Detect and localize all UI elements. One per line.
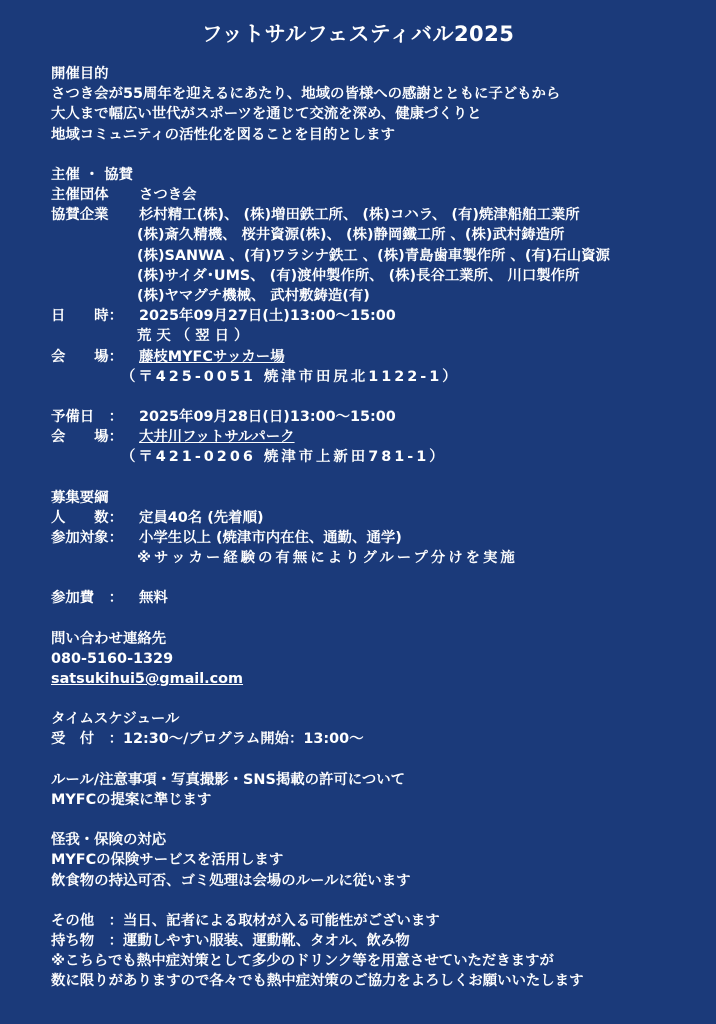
- target-value: 小学生以上 (焼津市内在住、通勤、通学): [139, 530, 402, 547]
- items-value: 運動しやすい服装、運動靴、タオル、飲み物: [123, 932, 410, 949]
- insurance-line: 飲食物の持込可否、ゴミ処理は会場のルールに従います: [51, 872, 411, 889]
- other-note: 数に限りがありますので各々でも熱中症対策のご協力をよろしくお願いいたします: [51, 973, 584, 990]
- count-value: 定員40名 (先着順): [139, 509, 264, 526]
- target-label: 参加対象：: [51, 530, 123, 547]
- sponsor-line: (株)斎久精機、 桜井資源(株)、 (株)静岡鐵工所 、(株)武村鋳造所: [137, 227, 565, 244]
- purpose-line: さつき会が55周年を迎えるにあたり、地域の皆様への感謝とともに子どもから: [51, 86, 561, 103]
- sponsor-line: (株)SANWA 、(有)ワラシナ鉄工 、(株)青島歯車製作所 、(有)石山資源: [137, 247, 610, 264]
- timetable-heading: タイムスケジュール: [51, 711, 180, 728]
- purpose-line: 地域コミュニティの活性化を図ることを目的とします: [51, 126, 395, 143]
- backup-venue-address: （〒421-0206 焼津市上新田781-1）: [121, 449, 447, 466]
- sponsor-line: (株)サイダ･UMS、 (有)渡仲製作所、 (株)長谷工業所、 川口製作所: [137, 267, 580, 284]
- host-label: 主催団体: [51, 187, 109, 204]
- date-value: 2025年09月27日(土)13:00〜15:00: [139, 308, 396, 325]
- venue-name: 藤枝MYFCサッカー場: [139, 348, 285, 365]
- venue-address: （〒425-0051 焼津市田尻北1122-1）: [121, 368, 460, 385]
- venue-label: 会 場：: [51, 348, 123, 365]
- backup-value: 2025年09月28日(日)13:00〜15:00: [139, 409, 396, 426]
- organizers-heading: 主催 ・ 協賛: [51, 166, 133, 183]
- other-value: 当日、記者による取材が入る可能性がございます: [123, 912, 440, 929]
- items-label: 持ち物 ：: [51, 932, 123, 949]
- rules-line: MYFCの提案に準じます: [51, 791, 212, 808]
- recruitment-heading: 募集要綱: [51, 489, 109, 506]
- rules-heading: ルール/注意事項・写真撮影・SNS掲載の許可について: [51, 771, 406, 788]
- flyer-content: [51, 64, 701, 992]
- backup-label: 予備日 ：: [51, 409, 123, 426]
- backup-venue-label: 会 場：: [51, 429, 123, 446]
- rain-note: 荒 天 （ 翌 日 ）: [137, 328, 249, 345]
- fee-label: 参加費 ：: [51, 590, 123, 607]
- target-note: ※サッカー経験の有無によりグループ分けを実施: [137, 550, 518, 567]
- other-label: その他 ：: [51, 912, 123, 929]
- host-value: さつき会: [139, 187, 197, 204]
- purpose-line: 大人まで幅広い世代がスポーツを通じて交流を深め、健康づくりと: [51, 106, 482, 123]
- other-note: ※こちらでも熱中症対策として多少のドリンク等を用意させていただきますが: [51, 953, 554, 970]
- timetable-line: 受 付 ：12:30〜/プログラム開始：13:00〜: [51, 731, 364, 748]
- fee-value: 無料: [139, 590, 168, 607]
- insurance-line: MYFCの保険サービスを活用します: [51, 852, 284, 869]
- page-title: フットサルフェスティバル2025: [201, 22, 515, 46]
- sponsor-line: (株)ヤマグチ機械、 武村敷鋳造(有): [137, 288, 370, 305]
- backup-venue-name: 大井川フットサルパーク: [139, 429, 295, 446]
- purpose-heading: 開催目的: [51, 66, 109, 82]
- count-label: 人 数：: [51, 509, 123, 526]
- date-label: 日 時：: [51, 308, 123, 325]
- contact-email-link[interactable]: satsukihui5@gmail.com: [51, 671, 244, 688]
- sponsor-label: 協賛企業: [51, 207, 109, 224]
- insurance-heading: 怪我・保険の対応: [51, 832, 167, 849]
- contact-heading: 問い合わせ連絡先: [51, 630, 167, 647]
- sponsor-line: 杉村精工(株)、 (株)増田鉄工所、 (株)コハラ、 (有)焼津船舶工業所: [139, 207, 580, 224]
- contact-phone[interactable]: 080-5160-1329: [51, 650, 174, 667]
